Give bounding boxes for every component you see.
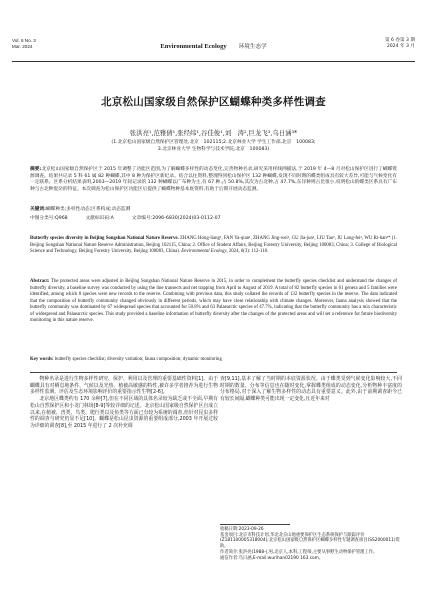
header-rule — [12, 61, 415, 62]
abstract-en — [30, 279, 397, 325]
keywords-en — [30, 357, 397, 364]
keywords-en-label: Key words: — [30, 357, 54, 362]
footnote-corresponding: 通信作者:乌日涵,E-mail:wurihan02190 163.com。 — [220, 555, 324, 561]
abstract-en-text: The protected areas were adjusted in Beijing Songshan National Nature Reserve in 2015, in order to complement the butterfly species checklist and understand the changes of butterfly diversity, a baseline survey was conducted by using the line transects and net trapping from April to August of 2019. A total of 82 butterfly species in 61 genera and 5 families were identified, among which 8 species were new records to the reserve. Combining with previous data, this study collated the records of 132 butterfly species in the reserve. The data indicated that the composition of butterfly community changed obviously in different periods, which may have close relationship with climate changes. Moreover, fauna analysis showed that the butterfly community was dominated by 67 widespread species that accounted for 50.8% and 63 Palaearctic species of 47.7%, indicating that the butterfly community has a mix characteristic of widespread and Palaearctic species. This study provided a baseline information of butterfly diversity after the changes of the protected areas and will set a reference for future biodiversity monitoring in this nature reserve. — [30, 279, 397, 324]
article-title: 北京松山国家级自然保护区蝴蝶种类多样性调查 — [101, 96, 326, 108]
author-list: 张洪亮¹,范雅倩¹,张经纬¹,谷佳俊¹,刘 涛²,巨龙飞³,乌日涵³* — [129, 129, 298, 137]
affiliations — [0, 140, 427, 153]
header-journal — [12, 42, 415, 50]
abstract-rule — [30, 372, 397, 373]
footnote-fund: 基金项目:北京市科技计划,华北北京山地重要保护区生态系统保护与跟踪评价(Z181100005318004);北京松山国家级自然保护区蝴蝶多样性专题调查项目(SS2000011)资助。 — [220, 532, 400, 550]
header-issue-info — [385, 38, 415, 50]
abstract-cn-text: 北京松山国家级自然保护区于 2015 年调整了功能区范围,为了解蝴蝶多样性的动态变化,完善物种名录,研究采用样线网捕法,于 2019 年 4—8 月对松山保护区进行了蝴蝶资源调查。结果共记录 5 科 61 属 82 种蝴蝶,其中 8 种为保护区新纪录。结合以往资料,整理得到松山保护区 132 种蝴蝶,发现不同时期的蝶类组成具有较大差异,可能与气候变化有一定联系。区系分析结果表明,2003—2019 年间记录的 132 种蝴蝶以广布种为主,有 67 种,占 50.8%,其次为古北种,占 47.7%,东洋种则占比很小,说明松山的蝶类区系具有广布种与古北种混杂的特征。本次调查为松山保护区功能区后提供了蝴蝶物种基本底资料,有助于后期开展动态监测。 — [30, 167, 397, 192]
keywords-cn-label: 关键词: — [30, 207, 46, 212]
journal-name-cn: 环境生态学 — [238, 44, 267, 50]
classification-line — [30, 216, 397, 223]
english-authors: ZHANG Hong-liang¹, FAN Ya-qian¹, ZHANG Jing-wei¹, GU Jia-jun¹, LIU Tao², JU Long-fei³, WU Ri-han³* (1. Beijing Songshan National Nature Reserve Administration, Beijing 102115, China; 2. Office of Student Affairs, Beijing Forestry University, Beijing 100083, China; 3. College of Biological Science and Technology, Beijing Forestry University, Beijing 100083, China). — [30, 236, 397, 255]
header-vol: Vol. 6 No. 3 — [12, 38, 36, 43]
footnote-author: 作者简介:张洪亮(1988-),男,北京人,本科,工程师,主要从事野生动物保护管理工作。 — [220, 549, 378, 555]
header-date-cn: 2024 年 3 月 — [386, 44, 415, 49]
affiliation-line-1: (1.北京松山国家级自然保护区管理处,北京 102115;2.北京林业大学 学生工作部,北京 100083; — [111, 140, 316, 145]
footnote-received: 收稿日期:2023-09-26 — [220, 527, 264, 532]
running-header — [12, 38, 415, 60]
affiliation-line-2: 3.北京林业大学 生物科学与技术学院,北京 100083) — [157, 146, 270, 152]
english-citation — [30, 236, 397, 256]
keywords-en-text: butterfly species checklist; diversity variation; fauna composition; dynamic monitoring — [53, 357, 222, 362]
english-journal: Environmental Ecology — [180, 249, 227, 255]
english-title: Butterfly species diversity in Beijing Songshan National Nature Reserve. — [30, 236, 179, 241]
body-paragraph: 物种名录是进行生物多样性研究、保护、利用以及管理的重要基础性资料[1]。由于蝴蝶具有对栖息地条件、气候以及光热、植被高敏感的特性,被许多学者推荐为进行生物多样性监测、评估及生态环境影响评价的重要指示性生物[2-6]。 — [30, 376, 218, 396]
abstract-en-label: Abstract: — [30, 279, 50, 284]
english-journal-tail: , 2024, 6(3): 112-118. — [226, 249, 269, 255]
body-paragraph: 北京地区蝶类约有 170 余种[7],但在不同区域的具体名录较为缺乏或不全面,早期有松山自然保护区和小龙门林场[8-9]等较详细的记述。北京松山国家级自然保护区自成立以来,在植被、兽类、鸟类、爬行类以及鱼类等方面已有较为系统的调查,但针对昆虫多样性的调查与研究仍显不足[10]。蝴蝶是松山昆虫资源的重要组成部分,2003 年开展过较为详细的调查[8],至 2015 年进行了 2 次补充调 — [30, 396, 218, 429]
body-column-left — [30, 376, 218, 430]
body-paragraph: 查[9,11],基本了解了当时期的本底资源状况。由于蝶类受到气候变化影响较大,不同时期的数量、分布等信息也在随时变化,掌握蝶类组成的动态变化,分析物种丰富度的分布格局,对于深入了解生物多样性的动态具有重要意义。此外,由于前期调查距今已有较长间隔,蝴蝶种类可能出现一定变化,且近年来对 — [220, 376, 402, 403]
keywords-cn-text: 蝴蝶种类;多样性动态;区系构成;动态监测 — [45, 207, 131, 212]
footnotes — [220, 527, 402, 561]
header-issue-cn: 第 6 卷第 3 期 — [384, 38, 415, 43]
keywords-cn — [30, 207, 397, 214]
article-number: 文章编号:2096-6830(2024)03-0112-07 — [131, 216, 221, 221]
journal-name-en: Environmental Ecology — [160, 43, 227, 50]
clc-number: 中图分类号:Q968 — [30, 216, 68, 221]
body-column-right — [220, 376, 402, 403]
abstract-cn-label: 摘要: — [30, 167, 42, 172]
header-date: Mar. 2024 — [12, 44, 33, 49]
footnote-rule — [220, 524, 290, 525]
abstract-cn — [30, 167, 397, 193]
document-code: 文献标识码:A — [85, 216, 114, 221]
